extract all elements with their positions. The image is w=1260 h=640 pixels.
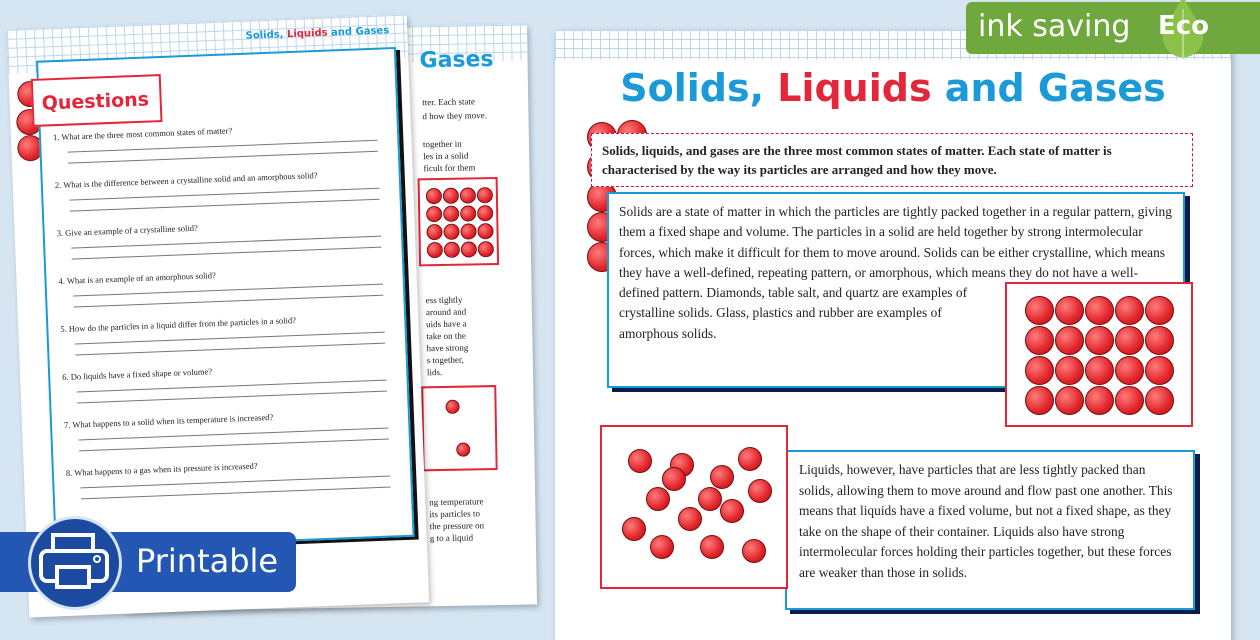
liquid-particles-image <box>600 425 788 589</box>
particle <box>662 467 686 491</box>
particle <box>1025 386 1054 415</box>
particle <box>1115 356 1144 385</box>
text-fragment: ess tightly <box>425 294 463 306</box>
particle <box>427 242 443 258</box>
info-page <box>555 30 1231 640</box>
particle <box>460 205 476 221</box>
particle <box>628 449 652 473</box>
particle <box>1055 326 1084 355</box>
particle <box>700 535 724 559</box>
text-fragment: around and <box>425 306 467 318</box>
liquids-text: Liquids, however, have particles that are less tightly packed than solids, allowing them to move around and flow past one another. This means that liquids have a fixed volume, but not a fixed shape, as they take on the shape of their container. Liquids also have strong intermolecular forces holding their particles together, but these forces are weaker than those in solids. <box>799 462 1173 580</box>
particle <box>444 242 460 258</box>
particle <box>477 223 493 239</box>
particle <box>1115 326 1144 355</box>
particle <box>1115 386 1144 415</box>
text-fragment: les in a solid <box>423 150 469 162</box>
ink-saving-label: ink saving <box>978 9 1131 44</box>
question-text: 6. Do liquids have a fixed shape or volume? <box>62 366 213 383</box>
question-text: 5. How do the particles in a liquid differ from the particles in a solid? <box>60 315 297 335</box>
particle <box>443 224 459 240</box>
particle <box>1085 356 1114 385</box>
particle <box>738 447 762 471</box>
text-fragment: have strong <box>426 342 469 354</box>
particle <box>426 188 442 204</box>
text-fragment: take on the <box>426 330 466 342</box>
particle <box>1025 296 1054 325</box>
particle <box>461 241 477 257</box>
particle <box>1145 386 1174 415</box>
particle <box>1145 326 1174 355</box>
particle <box>1055 386 1084 415</box>
text-fragment: ng temperature <box>429 496 484 508</box>
particle <box>646 487 670 511</box>
particle <box>477 205 493 221</box>
particle <box>720 499 744 523</box>
text-fragment: ficult for them <box>423 162 476 174</box>
question-text: 1. What are the three most common states of matter? <box>52 125 233 143</box>
particle <box>710 465 734 489</box>
text-fragment: d how they move. <box>422 110 488 122</box>
text-fragment: together in <box>422 138 462 150</box>
particle <box>1025 356 1054 385</box>
text-fragment: uids have a <box>426 318 467 330</box>
particle <box>460 187 476 203</box>
particle <box>1055 296 1084 325</box>
particle <box>1025 326 1054 355</box>
eco-label: Eco <box>1158 11 1210 41</box>
text-fragment: the pressure on <box>429 520 485 532</box>
particle <box>1085 326 1114 355</box>
gas-particles-image <box>421 385 497 471</box>
particle <box>678 507 702 531</box>
particle <box>456 443 470 457</box>
question-text: 7. What happens to a solid when its temperature is increased? <box>63 411 274 430</box>
question-text: 8. What happens to a gas when its pressure is increased? <box>65 460 258 478</box>
text-fragment: tter. Each state <box>422 96 476 108</box>
printable-label: Printable <box>136 542 279 580</box>
particle <box>426 224 442 240</box>
liquids-text-box <box>785 450 1195 610</box>
particle <box>1145 296 1174 325</box>
solid-particles-image <box>418 177 500 266</box>
solid-particles-image <box>1005 282 1193 427</box>
particle <box>1115 296 1144 325</box>
question-text: 4. What is an example of an amorphous solid? <box>58 270 216 287</box>
intro-text: Solids, liquids, and gases are the three most common states of matter. Each state of matter is characterised by the way its particles are arranged and how they move. <box>591 133 1193 187</box>
particle <box>478 241 494 257</box>
particle <box>1085 386 1114 415</box>
question-text: 2. What is the difference between a crystalline solid and an amorphous solid? <box>54 170 318 191</box>
text-fragment: s together, <box>426 354 464 366</box>
text-fragment: g to a liquid <box>429 532 474 544</box>
page-title: Solids, Liquids and Gases <box>620 66 1166 110</box>
particle <box>742 539 766 563</box>
particle <box>460 223 476 239</box>
questions-title: Questions <box>31 74 163 127</box>
particle <box>443 188 459 204</box>
back-page-title: Gases <box>419 47 494 74</box>
printer-icon <box>28 516 122 610</box>
particle <box>426 206 442 222</box>
solids-text: Solids are a state of matter in which the particles are tightly packed together in a regular pattern, giving them a fixed shape and volume. The particles in a solid are held together by strong intermolecular forces, which make it difficult for them to move around. Solids can be either crystalline, which means they have a well-defined, repeating pattern, or amorphous, which means they do not have a well-defined pattern. Diamonds, table salt, and quartz are examples of crystalline solids. Glass, plastics and rubber are examples of amorphous solids. <box>619 204 1172 341</box>
particle <box>622 517 646 541</box>
particle <box>1085 296 1114 325</box>
question-text: 3. Give an example of a crystalline solid? <box>56 222 198 239</box>
text-fragment: its particles to <box>429 508 481 520</box>
particle <box>477 187 493 203</box>
questions-box <box>36 47 415 550</box>
particle <box>698 487 722 511</box>
particle <box>1055 356 1084 385</box>
particle <box>650 535 674 559</box>
worksheet-header: Solids, Liquids and Gases <box>245 25 390 42</box>
particle <box>443 206 459 222</box>
particle <box>748 479 772 503</box>
particle <box>445 400 459 414</box>
text-fragment: lids. <box>426 366 443 378</box>
particle <box>1145 356 1174 385</box>
